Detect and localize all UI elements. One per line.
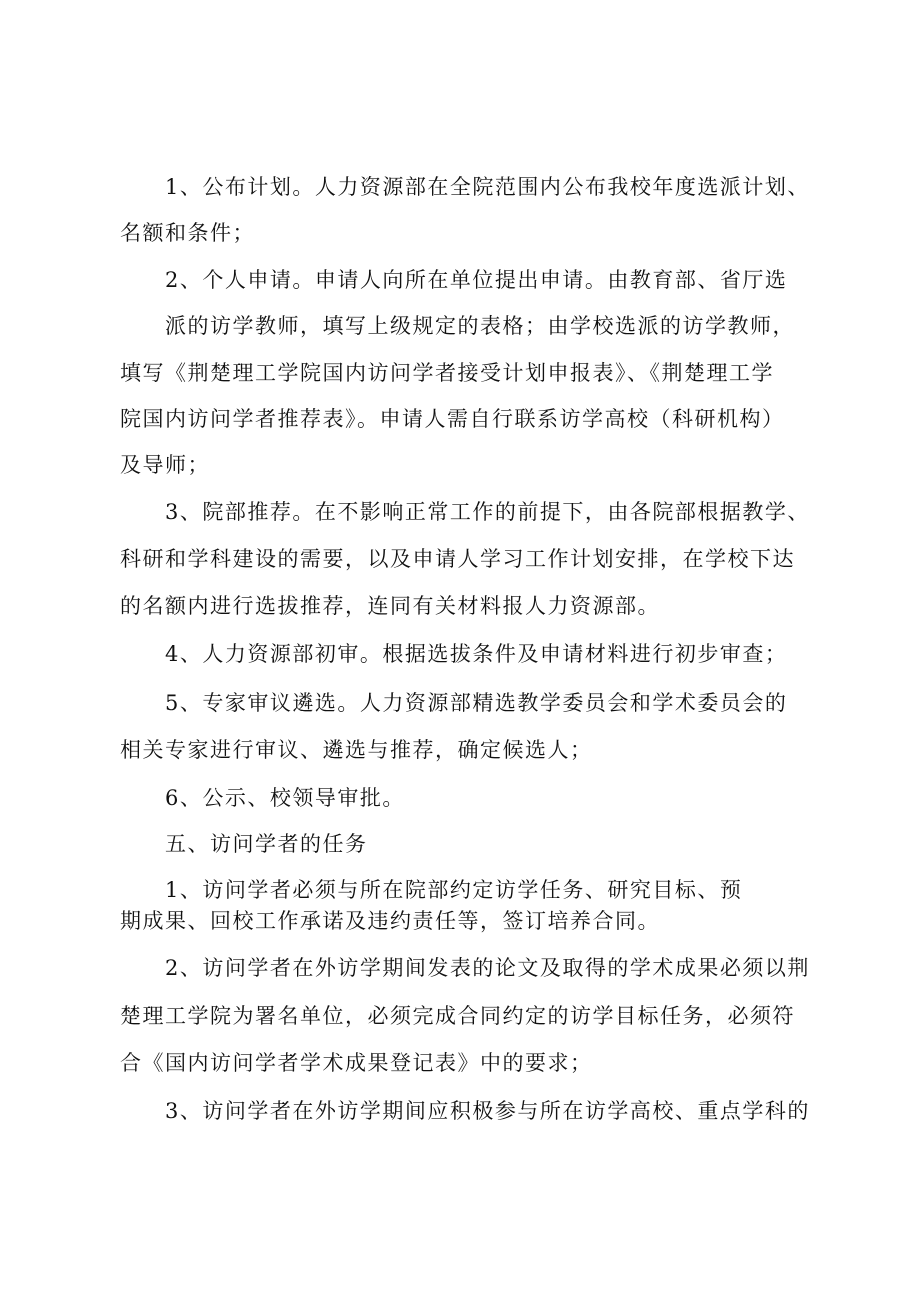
text-line-1: 1、公布计划。人力资源部在全院范围内公布我校年度选派计划、 bbox=[165, 175, 810, 199]
text-line-6: 院国内访问学者推荐表》。申请人需自行联系访学高校（科研机构） bbox=[120, 407, 785, 431]
text-line-11: 4、人力资源部初审。根据选拔条件及申请材料进行初步审查； bbox=[165, 642, 788, 666]
text-line-12: 5、专家审议遴选。人力资源部精选教学委员会和学术委员会的 bbox=[165, 691, 788, 715]
text-line-16: 1、访问学者必须与所在院部约定访学任务、研究目标、预 bbox=[165, 878, 743, 902]
text-line-5: 填写《荆楚理工学院国内访问学者接受计划申报表》、《荆楚理工学 bbox=[120, 361, 774, 385]
text-line-17: 期成果、回校工作承诺及违约责任等，签订培养合同。 bbox=[120, 909, 660, 933]
text-line-20: 合《国内访问学者学术成果登记表》中的要求； bbox=[120, 1051, 593, 1075]
text-line-2: 名额和条件； bbox=[120, 221, 255, 245]
text-line-3: 2、个人申请。申请人向所在单位提出申请。由教育部、省厅选 bbox=[165, 268, 788, 292]
text-line-13: 相关专家进行审议、遴选与推荐，确定候选人； bbox=[120, 738, 593, 762]
text-line-8: 3、院部推荐。在不影响正常工作的前提下，由各院部根据教学、 bbox=[165, 500, 810, 524]
section-heading: 五、访问学者的任务 bbox=[165, 832, 368, 856]
text-line-14: 6、公示、校领导审批。 bbox=[165, 786, 405, 810]
text-line-21: 3、访问学者在外访学期间应积极参与所在访学高校、重点学科的 bbox=[165, 1099, 810, 1123]
text-line-9: 科研和学科建设的需要，以及申请人学习工作计划安排，在学校下达 bbox=[120, 547, 795, 571]
text-line-4: 派的访学教师，填写上级规定的表格；由学校选派的访学教师， bbox=[165, 314, 795, 338]
text-line-19: 楚理工学院为署名单位，必须完成合同约定的访学目标任务，必须符 bbox=[120, 1004, 795, 1028]
text-line-10: 的名额内进行选拔推荐，连同有关材料报人力资源部。 bbox=[120, 594, 660, 618]
text-line-7: 及导师； bbox=[120, 453, 210, 477]
text-line-18: 2、访问学者在外访学期间发表的论文及取得的学术成果必须以荆 bbox=[165, 956, 810, 980]
